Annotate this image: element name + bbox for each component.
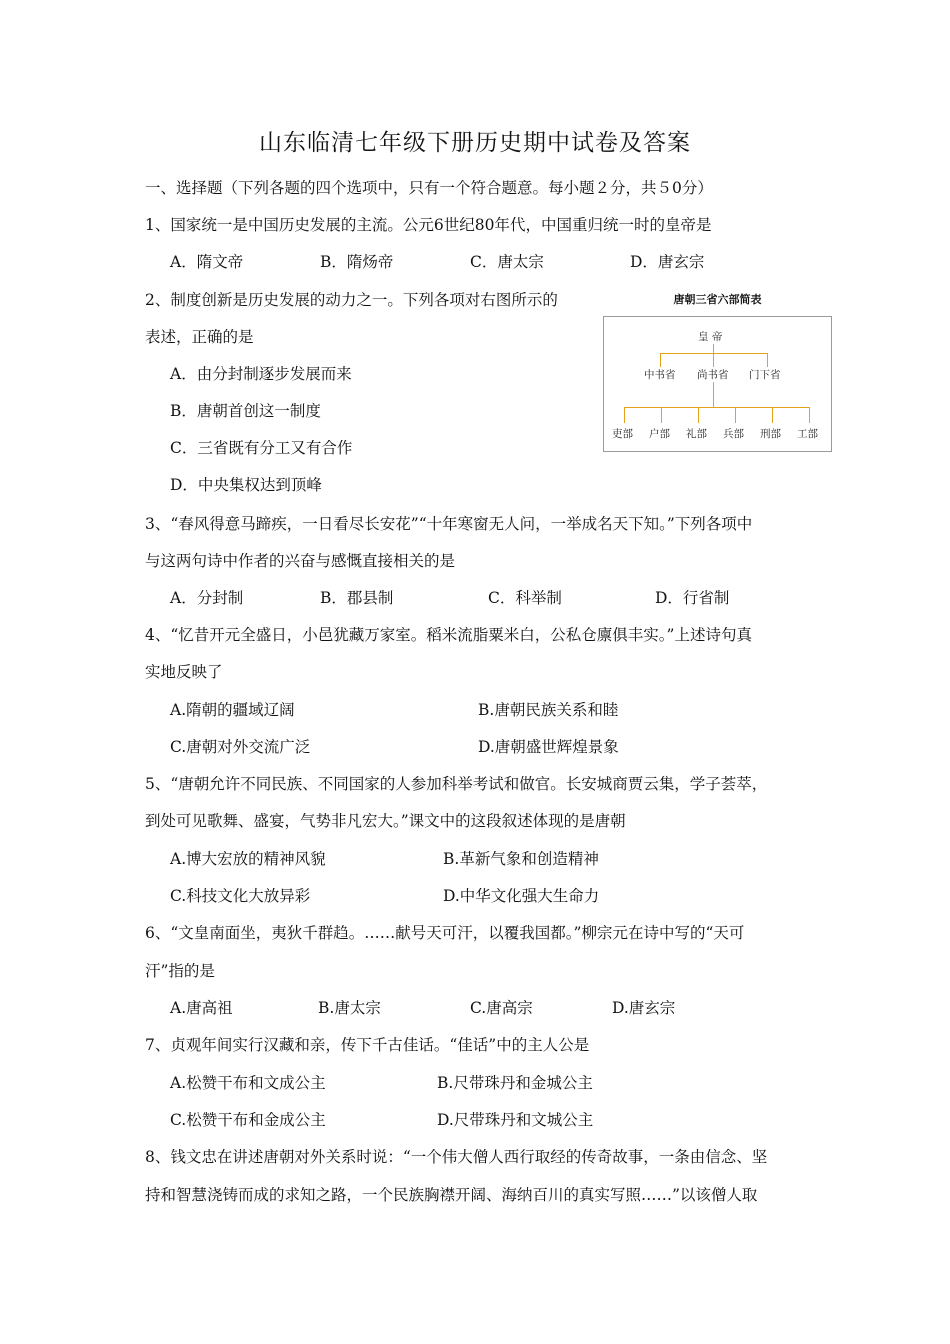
q5-option-b[interactable]: B.革新气象和创造精神 [443, 850, 599, 868]
q7-option-c[interactable]: C.松赞干布和金成公主 [170, 1111, 326, 1129]
q8-stem-line2: 持和智慧浇铸而成的求知之路，一个民族胸襟开阔、海纳百川的真实写照……”以该僧人取 [145, 1186, 758, 1204]
diagram-node-ministry: 工部 [797, 428, 818, 440]
three-departments-diagram [603, 316, 832, 452]
diagram-line [624, 407, 809, 408]
q6-option-b[interactable]: B.唐太宗 [318, 999, 381, 1017]
diagram-node-emperor: 皇 帝 [698, 331, 723, 343]
q7-option-b[interactable]: B.尺带珠丹和金城公主 [437, 1074, 593, 1092]
diagram-node-province: 尚书省 [697, 369, 729, 381]
diagram-line [809, 407, 810, 423]
diagram-node-ministry: 户部 [649, 428, 670, 440]
q2-stem-line2: 表述，正确的是 [145, 328, 254, 346]
diagram-node-province: 门下省 [749, 369, 781, 381]
q6-option-c[interactable]: C.唐高宗 [470, 999, 533, 1017]
q5-stem-line1: 5、“唐朝允许不同民族、不同国家的人参加科举考试和做官。长安城商贾云集，学子荟萃， [145, 775, 768, 793]
q6-stem-line1: 6、“文皇南面坐，夷狄千群趋。……献号天可汗，以覆我国都。”柳宗元在诗中写的“天可 [145, 924, 745, 942]
diagram-line [735, 407, 736, 423]
section-heading: 一、选择题（下列各题的四个选项中，只有一个符合题意。每小题２分，共５0分） [145, 179, 713, 197]
diagram-line [713, 343, 714, 353]
diagram-node-ministry: 吏部 [612, 428, 633, 440]
q4-option-c[interactable]: C.唐朝对外交流广泛 [170, 738, 311, 756]
diagram-node-province: 中书省 [644, 369, 676, 381]
q6-option-d[interactable]: D.唐玄宗 [612, 999, 676, 1017]
page-title: 山东临清七年级下册历史期中试卷及答案 [259, 130, 691, 156]
diagram-node-ministry: 兵部 [723, 428, 744, 440]
q1-option-a[interactable]: A．隋文帝 [170, 253, 244, 271]
q4-option-d[interactable]: D.唐朝盛世辉煌景象 [478, 738, 619, 756]
q7-option-a[interactable]: A.松赞干布和文成公主 [170, 1074, 326, 1092]
q1-option-b[interactable]: B．隋炀帝 [320, 253, 394, 271]
q2-option-c[interactable]: C．三省既有分工又有合作 [170, 439, 353, 457]
q8-stem-line1: 8、钱文忠在讲述唐朝对外关系时说：“一个伟大僧人西行取经的传奇故事，一条由信念、坚 [145, 1148, 768, 1166]
q3-option-c[interactable]: C．科举制 [488, 589, 562, 607]
q2-option-a[interactable]: A．由分封制逐步发展而来 [170, 365, 352, 383]
diagram-line [767, 353, 768, 367]
q3-option-d[interactable]: D．行省制 [655, 589, 730, 607]
q3-option-b[interactable]: B．郡县制 [320, 589, 394, 607]
q4-stem-line1: 4、“忆昔开元全盛日，小邑犹藏万家室。稻米流脂粟米白，公私仓廪俱丰实。”上述诗句真 [145, 626, 752, 644]
diagram-line [698, 407, 699, 423]
diagram-line [772, 407, 773, 423]
q5-option-d[interactable]: D.中华文化强大生命力 [443, 887, 600, 905]
q6-option-a[interactable]: A.唐高祖 [170, 999, 233, 1017]
q4-stem-line2: 实地反映了 [145, 663, 223, 681]
q7-stem: 7、贞观年间实行汉藏和亲，传下千古佳话。“佳话”中的主人公是 [145, 1036, 590, 1054]
diagram-node-ministry: 礼部 [686, 428, 707, 440]
q2-option-b[interactable]: B．唐朝首创这一制度 [170, 402, 321, 420]
diagram-line [660, 353, 661, 367]
q2-option-d[interactable]: D．中央集权达到顶峰 [170, 476, 322, 494]
diagram-node-ministry: 刑部 [760, 428, 781, 440]
q1-stem: 1、国家统一是中国历史发展的主流。公元6世纪80年代，中国重归统一时的皇帝是 [145, 216, 712, 234]
q3-option-a[interactable]: A．分封制 [170, 589, 244, 607]
diagram-line [713, 381, 714, 407]
q5-option-c[interactable]: C.科技文化大放异彩 [170, 887, 311, 905]
q1-option-c[interactable]: C．唐太宗 [470, 253, 544, 271]
diagram-title: 唐朝三省六部简表 [673, 293, 762, 306]
q1-option-d[interactable]: D．唐玄宗 [630, 253, 705, 271]
q4-option-b[interactable]: B.唐朝民族关系和睦 [478, 701, 619, 719]
diagram-line [660, 353, 768, 354]
q7-option-d[interactable]: D.尺带珠丹和文城公主 [437, 1111, 594, 1129]
diagram-line [713, 353, 714, 367]
q4-option-a[interactable]: A.隋朝的疆域辽阔 [170, 701, 295, 719]
q3-stem-line1: 3、“春风得意马蹄疾，一日看尽长安花”“十年寒窗无人问，一举成名天下知。”下列各项中 [145, 515, 753, 533]
diagram-line [661, 407, 662, 423]
diagram-line [624, 407, 625, 423]
q6-stem-line2: 汗”指的是 [145, 962, 215, 980]
q3-stem-line2: 与这两句诗中作者的兴奋与感慨直接相关的是 [145, 552, 456, 570]
q2-stem-line1: 2、制度创新是历史发展的动力之一。下列各项对右图所示的 [145, 291, 558, 309]
q5-stem-line2: 到处可见歌舞、盛宴，气势非凡宏大。”课文中的这段叙述体现的是唐朝 [145, 812, 626, 830]
q5-option-a[interactable]: A.博大宏放的精神风貌 [170, 850, 326, 868]
